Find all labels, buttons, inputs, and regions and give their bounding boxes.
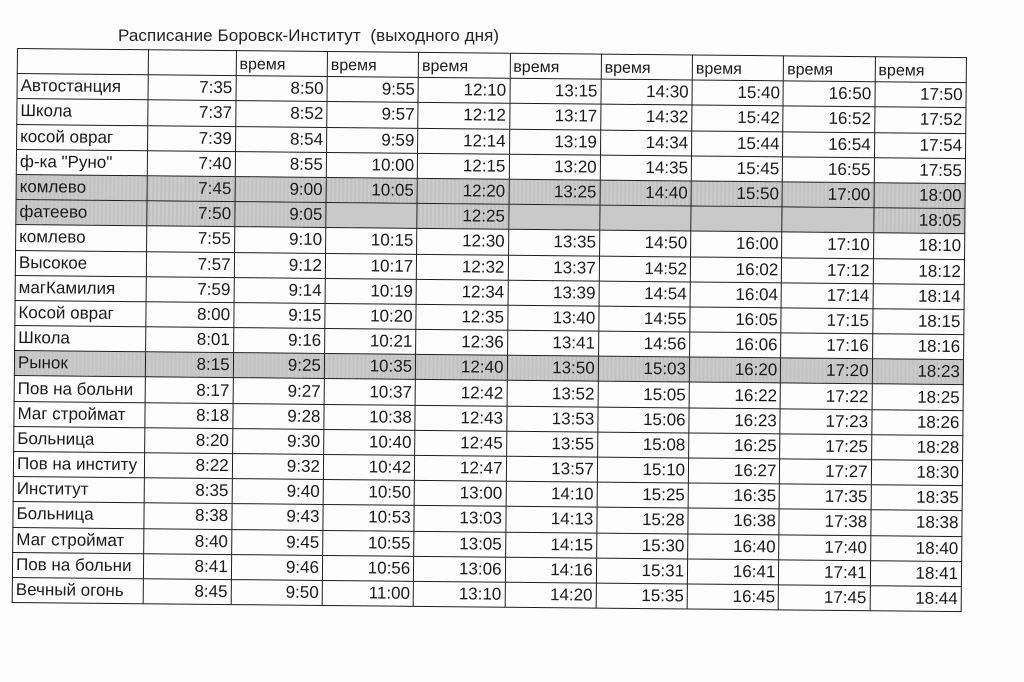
departure-time-cell: 7:35 [148,75,236,101]
departure-time-cell: 9:25 [233,353,325,379]
departure-time-cell: 16:52 [783,106,875,132]
departure-time-cell: 18:28 [871,435,963,461]
departure-time-cell: 18:30 [871,460,963,486]
departure-time-cell: 12:12 [418,103,510,129]
departure-time-cell: 16:22 [689,382,781,408]
departure-time-cell: 12:36 [416,329,508,355]
departure-time-cell: 14:16 [505,557,597,583]
departure-time-cell: 17:52 [874,107,966,133]
departure-time-cell: 7:55 [147,226,235,252]
departure-time-cell: 10:40 [324,429,416,455]
departure-time-cell: 18:26 [871,409,963,435]
departure-time-cell: 15:42 [692,105,784,131]
departure-time-cell: 12:30 [417,229,509,255]
departure-time-cell: 12:14 [418,128,510,154]
stop-name-cell: Маг строймат [14,401,146,427]
departure-time-cell: 8:22 [145,453,233,479]
departure-time-cell: 9:43 [232,504,324,530]
departure-time-cell: 16:04 [690,282,782,308]
stop-name-cell: Косой овраг [15,300,147,326]
departure-time-cell: 13:00 [414,481,506,507]
departure-time-cell: 18:40 [870,535,962,561]
departure-time-cell [691,206,783,232]
departure-time-cell: 14:10 [506,481,598,507]
departure-time-cell: 14:32 [601,104,693,130]
header-stop-column [17,49,149,75]
departure-time-cell: 14:34 [600,130,692,156]
header-time-column: время [510,53,602,79]
departure-time-cell: 10:53 [323,505,415,531]
departure-time-cell: 17:15 [781,308,873,334]
departure-time-cell: 9:16 [233,328,325,354]
header-time-column: время [236,51,328,77]
departure-time-cell: 13:17 [509,104,601,130]
departure-time-cell: 13:06 [414,556,506,582]
departure-time-cell: 7:40 [148,151,236,177]
stop-name-cell: ф-ка "Руно" [16,149,148,175]
stop-name-cell: Вечный огонь [12,577,144,603]
departure-time-cell: 12:40 [416,355,508,381]
departure-time-cell: 18:10 [873,233,965,259]
departure-time-cell: 14:56 [598,331,690,357]
departure-time-cell: 10:35 [324,354,416,380]
schedule-body [12,74,966,612]
header-time-column: время [692,55,784,81]
departure-time-cell: 17:25 [780,434,872,460]
departure-time-cell: 18:16 [872,334,964,360]
departure-time-cell: 9:05 [234,202,326,228]
header-time-column: время [327,51,419,77]
departure-time-cell: 13:19 [509,129,601,155]
departure-time-cell: 8:45 [144,579,232,605]
departure-time-cell: 8:40 [144,528,232,554]
departure-time-cell: 8:20 [145,428,233,454]
departure-time-cell: 14:13 [505,507,597,533]
stop-name-cell: фатеево [16,200,148,226]
stop-name-cell: Высокое [15,250,147,276]
departure-time-cell: 12:43 [415,405,507,431]
departure-time-cell: 17:23 [780,408,872,434]
departure-time-cell: 14:20 [505,582,597,608]
departure-time-cell: 10:42 [323,454,415,480]
departure-time-cell: 12:32 [417,254,509,280]
departure-time-cell: 9:00 [235,177,327,203]
departure-time-cell: 8:35 [145,478,233,504]
departure-time-cell: 18:44 [870,586,962,612]
departure-time-cell: 15:45 [691,156,783,182]
stop-name-cell: Пов на больни [14,376,146,402]
departure-time-cell: 12:47 [415,455,507,481]
departure-time-cell: 15:50 [691,181,783,207]
departure-time-cell: 10:19 [325,278,417,304]
departure-time-cell: 16:38 [688,508,780,534]
departure-time-cell: 18:38 [871,510,963,536]
departure-time-cell: 11:00 [322,580,414,606]
departure-time-cell: 17:38 [779,509,871,535]
departure-time-cell: 17:40 [779,534,871,560]
departure-time-cell: 16:41 [687,559,779,585]
departure-time-cell: 7:37 [148,100,236,126]
departure-time-cell: 16:25 [689,433,781,459]
stop-name-cell: Институт [13,477,145,503]
schedule-title: Расписание Боровск-Институт (выходного дня) [118,26,500,45]
departure-time-cell: 13:53 [506,406,598,432]
departure-time-cell: 18:14 [873,283,965,309]
departure-time-cell: 13:55 [506,431,598,457]
stop-name-cell: косой овраг [17,124,149,150]
departure-time-cell: 14:54 [599,281,691,307]
departure-time-cell: 9:28 [233,403,325,429]
departure-time-cell: 16:06 [690,332,782,358]
departure-time-cell: 13:05 [414,531,506,557]
departure-time-cell: 16:50 [783,81,875,107]
departure-time-cell: 12:25 [417,203,509,229]
departure-time-cell: 15:05 [598,382,690,408]
departure-time-cell: 17:16 [781,333,873,359]
departure-time-cell: 9:46 [231,554,323,580]
departure-time-cell: 8:41 [144,553,232,579]
departure-time-cell: 9:59 [326,127,418,153]
departure-time-cell: 15:06 [598,407,690,433]
departure-time-cell: 16:05 [690,307,782,333]
departure-time-cell: 12:34 [416,279,508,305]
departure-time-cell: 7:50 [147,201,235,227]
header-time-column: время [875,57,967,83]
departure-time-cell: 13:25 [509,179,601,205]
departure-time-cell: 16:45 [687,584,779,610]
departure-time-cell: 8:18 [145,402,233,428]
departure-time-cell: 8:15 [146,352,234,378]
departure-time-cell: 15:10 [597,457,689,483]
departure-time-cell: 17:10 [782,232,874,258]
stop-name-cell: комлево [16,174,148,200]
departure-time-cell: 16:00 [691,231,783,257]
departure-time-cell: 13:39 [508,280,600,306]
departure-time-cell: 17:00 [782,182,874,208]
departure-time-cell: 16:27 [688,458,780,484]
stop-name-cell: Пов на больни [12,552,144,578]
stop-name-cell: Автостанция [17,74,149,100]
stop-name-cell: комлево [16,225,148,251]
departure-time-cell: 13:35 [508,230,600,256]
departure-time-cell: 12:20 [417,178,509,204]
departure-time-cell: 7:59 [146,276,234,302]
stop-name-cell: магКамилия [15,275,147,301]
departure-time-cell [782,207,874,233]
departure-time-cell: 15:40 [692,80,784,106]
departure-time-cell: 10:00 [326,152,418,178]
departure-time-cell: 10:50 [323,480,415,506]
stop-name-cell: Рынок [14,351,146,377]
departure-time-cell: 13:40 [507,305,599,331]
departure-time-cell: 13:20 [509,154,601,180]
stop-name-cell: Больница [14,426,146,452]
departure-time-cell: 15:30 [596,533,688,559]
departure-time-cell: 8:38 [144,503,232,529]
departure-time-cell: 17:50 [875,82,967,108]
departure-time-cell: 8:17 [146,377,234,403]
departure-time-cell: 15:03 [598,356,690,382]
departure-time-cell: 17:35 [779,484,871,510]
departure-time-cell: 7:39 [148,125,236,151]
schedule-table [12,48,967,612]
departure-time-cell: 18:35 [871,485,963,511]
departure-time-cell: 18:05 [873,208,965,234]
departure-time-cell: 13:57 [506,456,598,482]
departure-time-cell: 10:37 [324,379,416,405]
departure-time-cell: 10:21 [325,329,417,355]
departure-time-cell: 9:30 [232,428,324,454]
departure-time-cell: 8:55 [235,151,327,177]
departure-time-cell: 9:12 [234,252,326,278]
departure-time-cell: 9:40 [232,479,324,505]
departure-time-cell: 17:12 [782,257,874,283]
departure-time-cell: 15:35 [596,583,688,609]
departure-time-cell: 9:14 [234,277,326,303]
departure-time-cell: 13:50 [507,355,599,381]
stop-name-cell: Маг строймат [13,527,145,553]
departure-time-cell: 12:45 [415,430,507,456]
departure-time-cell: 15:44 [692,131,784,157]
departure-time-cell: 13:41 [507,330,599,356]
departure-time-cell: 10:05 [326,177,418,203]
departure-time-cell: 18:23 [872,359,964,385]
departure-time-cell: 8:54 [235,126,327,152]
departure-time-cell: 10:17 [325,253,417,279]
header-time-column: время [418,52,510,78]
departure-time-cell: 9:57 [327,102,419,128]
departure-time-cell: 16:35 [688,483,780,509]
stop-name-cell: Больница [13,502,145,528]
header-time-column [149,50,237,76]
departure-time-cell: 14:35 [600,155,692,181]
departure-time-cell: 16:20 [689,357,781,383]
departure-time-cell: 18:41 [870,560,962,586]
departure-time-cell: 14:30 [601,79,693,105]
departure-time-cell: 18:00 [874,183,966,209]
departure-time-cell: 9:27 [233,378,325,404]
departure-time-cell: 9:50 [231,580,323,606]
departure-time-cell: 9:45 [231,529,323,555]
departure-time-cell: 9:15 [233,302,325,328]
departure-time-cell: 13:37 [508,255,600,281]
departure-time-cell: 14:52 [599,256,691,282]
departure-time-cell: 12:35 [416,304,508,330]
departure-time-cell: 7:57 [147,251,235,277]
departure-time-cell [600,205,692,231]
departure-time-cell: 8:52 [235,101,327,127]
departure-time-cell: 8:01 [146,327,234,353]
departure-time-cell: 16:54 [783,131,875,157]
departure-time-cell: 13:10 [413,581,505,607]
departure-time-cell: 17:55 [874,157,966,183]
departure-time-cell: 14:50 [599,230,691,256]
departure-time-cell: 17:22 [780,383,872,409]
departure-time-cell: 9:55 [327,77,419,103]
departure-time-cell [326,203,418,229]
departure-time-cell: 13:03 [414,506,506,532]
departure-time-cell: 18:15 [872,309,964,335]
departure-time-cell: 8:50 [236,76,328,102]
departure-time-cell: 12:10 [418,78,510,104]
departure-time-cell: 16:02 [690,256,782,282]
departure-time-cell: 8:00 [146,302,234,328]
departure-time-cell: 17:41 [779,560,871,586]
header-time-column: время [601,54,693,80]
departure-time-cell: 15:08 [597,432,689,458]
departure-time-cell: 10:38 [324,404,416,430]
departure-time-cell: 12:42 [415,380,507,406]
departure-time-cell: 15:31 [596,558,688,584]
departure-time-cell: 17:45 [779,585,871,611]
departure-time-cell: 16:55 [783,157,875,183]
departure-time-cell: 16:23 [689,408,781,434]
departure-time-cell: 17:14 [781,283,873,309]
departure-time-cell: 18:12 [873,258,965,284]
departure-time-cell: 10:55 [323,530,415,556]
departure-time-cell: 18:25 [872,384,964,410]
departure-time-cell: 17:27 [780,459,872,485]
departure-time-cell: 13:52 [507,381,599,407]
departure-time-cell: 10:56 [322,555,414,581]
stop-name-cell: Школа [15,326,147,352]
departure-time-cell: 9:10 [234,227,326,253]
stop-name-cell: Школа [17,99,149,125]
departure-time-cell: 9:32 [232,454,324,480]
departure-time-cell: 13:15 [510,78,602,104]
header-time-column: время [784,56,876,82]
departure-time-cell: 17:20 [781,358,873,384]
departure-time-cell: 10:20 [325,303,417,329]
departure-time-cell: 15:25 [597,482,689,508]
schedule-sheet [12,48,967,612]
stop-name-cell: Пов на институ [13,451,145,477]
departure-time-cell: 17:54 [874,132,966,158]
departure-time-cell: 14:55 [599,306,691,332]
departure-time-cell: 12:15 [418,153,510,179]
departure-time-cell: 10:15 [325,228,417,254]
departure-time-cell: 7:45 [147,176,235,202]
departure-time-cell: 14:15 [505,532,597,558]
departure-time-cell: 16:40 [688,534,780,560]
departure-time-cell: 15:28 [597,507,689,533]
departure-time-cell: 14:40 [600,180,692,206]
departure-time-cell [508,204,600,230]
